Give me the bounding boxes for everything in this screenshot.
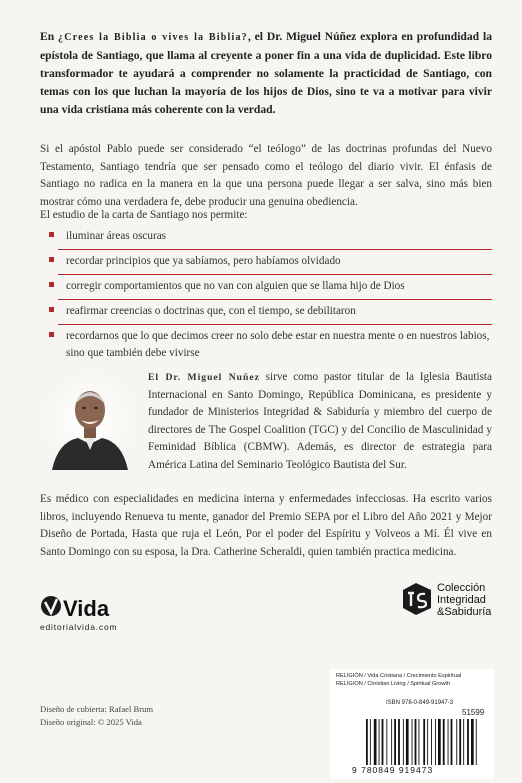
original-credit: Diseño original: © 2025 Vida [40, 716, 142, 727]
collection-name: Colección Integridad &Sabiduría [437, 582, 492, 618]
intro-body: , el Dr. Miguel Núñez explora en profundidad la epístola de Santiago, que llama al creyente a poner fin a una vida de duplicidad. Este libro transformador te ayudará a comprender no solamente la practicidad de Santiago, con temas con los que luchan la mayoría de los hijos de Dios, sino te va a motivar para vivir una vida cristiana más coherente con la verdad. [40, 30, 492, 116]
barcode-bar [391, 719, 392, 765]
publisher-name: Vida [63, 596, 110, 621]
barcode-bar [427, 719, 428, 765]
barcode-bar [403, 719, 404, 765]
author-photo [40, 370, 140, 470]
isbn-number: ISBN 978-0-849-91947-3 [386, 700, 454, 706]
barcode-bar [412, 719, 413, 765]
barcode-bar [406, 719, 409, 765]
list-item: corregir comportamientos que no van con alguien que se llama hijo de Dios [58, 275, 492, 300]
benefits-list [58, 225, 492, 366]
barcode-bar [471, 719, 474, 765]
list-item: recordarnos que lo que decimos creer no solo debe estar en nuestra mente o en nuestros labios, sino que también debe vivirse [58, 325, 492, 366]
list-item: recordar principios que ya sabíamos, pero habíamos olvidado [58, 250, 492, 275]
barcode-bar [463, 719, 464, 765]
barcode-bar [431, 719, 432, 765]
bullet-icon [49, 232, 54, 237]
barcode-bar [476, 719, 477, 765]
barcode-bar [374, 719, 377, 765]
barcode-bar [366, 719, 368, 765]
barcode-bar [386, 719, 387, 765]
barcode-panel [330, 669, 494, 779]
bullet-icon [49, 257, 54, 262]
book-title: ¿Crees la Biblia o vives la Biblia? [58, 32, 248, 43]
bullet-icon [49, 332, 54, 337]
barcode-bar [448, 719, 449, 765]
bullet-icon [49, 307, 54, 312]
barcode-bar [435, 719, 436, 765]
barcode-bar [467, 719, 469, 765]
barcode-bar [451, 719, 453, 765]
collection-logo-icon [400, 580, 434, 618]
barcode-digits: 9 780849 919473 [352, 765, 434, 775]
price-code: 51599 [462, 708, 485, 717]
author-bio-bottom: Es médico con especialidades en medicina interna y enfermedades infecciosas. Ha escrito varios libros, incluyendo Renueva tu mente, ganador del Premio SEPA por el Libro del Año 2021 y Mejor Diseño de Portada, Hasta que ruja el León, Por el poder del Espíritu y Volveos a Mí. Él vive en Santo Domingo con su esposa, la Dra. Catherine Scheraldi, quien también practica medicina. [40, 493, 492, 558]
barcode-bar [459, 719, 461, 765]
barcode-bar [382, 719, 384, 765]
barcode-bar [379, 719, 380, 765]
design-credits [40, 703, 153, 728]
list-item: reafirmar creencias o doctrinas que, con el tiempo, se debilitaron [58, 300, 492, 325]
barcode-bar [370, 719, 371, 765]
barcode-bar [394, 719, 396, 765]
barcode-bar [443, 719, 445, 765]
intro-lead: En [40, 30, 59, 43]
barcode-bar [419, 719, 420, 765]
publisher-url: editorialvida.com [40, 622, 118, 632]
barcode-bar [398, 719, 400, 765]
list-item: iluminar áreas oscuras [58, 225, 492, 250]
barcode-bar [415, 719, 417, 765]
author-bio-top [148, 369, 492, 474]
barcode-icon [360, 709, 488, 773]
paragraph-study-intro: El estudio de la carta de Santiago nos permite: [40, 209, 248, 221]
paragraph-theology: Si el apóstol Pablo puede ser considerado “el teólogo” de las doctrinas profundas del Nuevo Testamento, Santiago tendría que ser pensado como el teólogo del diario vivir. El énfasis de Santiago no radica en la manera en la que una persona puede llegar a ser salva, sino más bien mostrar cómo una verdadera fe, debe producir una genuina obediencia. [40, 143, 492, 208]
author-bio-text: sirve como pastor titular de la Iglesia Bautista Internacional en Santo Domingo, República Dominicana, es presidente y fundador de Ministerios Integridad & Sabiduría y miembro del cuerpo de directores de The Gospel Coalition (TGC) y del Concilio de Masculinidad y Feminidad Bíblica (CBMW). Además, es director de estrategia para América Latina del Seminario Teológico Bautista del Sur. [148, 371, 493, 471]
author-name: El Dr. Miguel Nuñez [148, 372, 260, 383]
barcode-bar [423, 719, 425, 765]
barcode-bar [438, 719, 441, 765]
bisac-categories: RELIGIÓN / Vida Cristiana / Crecimiento Espiritual RELIGION / Christian Living / Spiritual Growth [336, 673, 462, 687]
intro-paragraph [40, 28, 492, 119]
cover-credit: Diseño de cubierta: Rafael Brum [40, 704, 154, 714]
bullet-icon [49, 282, 54, 287]
barcode-bar [456, 719, 457, 765]
